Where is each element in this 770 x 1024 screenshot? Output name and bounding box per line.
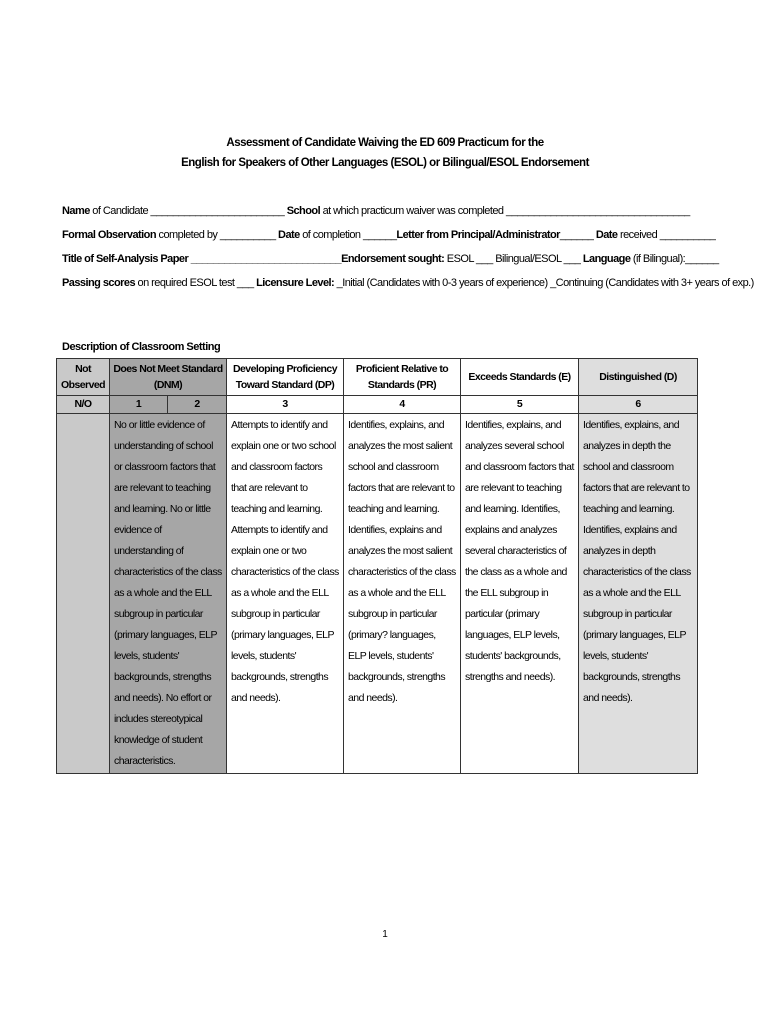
document-title-line2: English for Speakers of Other Languages (ESOL) or Bilingual/ESOL Endorsement — [181, 157, 589, 169]
letter-label: Letter from Principal/Administrator — [396, 229, 560, 241]
name-field: of Candidate ________________________ — [89, 205, 287, 217]
page-number: 1 — [382, 929, 388, 940]
observation-field: completed by __________ — [156, 229, 279, 241]
header-distinguished: Distinguished (D) — [579, 359, 698, 396]
descriptor-exceeds: Identifies, explains, and analyzes several school and classroom factors that are relevant to teaching and learning. Identifies, explains and analyzes several characteristics of the class as a whole and the ELL subgroup in particular (primary languages, ELP levels, students' backgrounds, strengths and needs). — [461, 414, 579, 774]
section-title: Description of Classroom Setting — [62, 341, 221, 353]
name-label: Name — [62, 205, 90, 217]
score-no: N/O — [57, 396, 110, 414]
passing-scores-label: Passing scores — [62, 277, 136, 289]
descriptor-distinguished: Identifies, explains, and analyzes in depth the school and classroom factors that are relevant to teaching and learning. Identifies, explains and analyzes in depth characteristics of the class as a whole and the ELL subgroup in particular (primary languages, ELP levels, students' backgrounds, strengths and needs). — [579, 414, 698, 774]
candidate-info-fields — [62, 203, 754, 299]
header-exceeds: Exceeds Standards (E) — [461, 359, 579, 396]
licensure-field: _Initial (Candidates with 0-3 years of experience) _Continuing (Candidates with 3+ years of exp.) — [334, 277, 754, 289]
language-field: (if Bilingual):______ — [630, 253, 719, 265]
score-1: 1 — [110, 396, 168, 414]
score-6: 6 — [579, 396, 698, 414]
field-row-paper — [62, 251, 719, 275]
paper-title-label: Title of Self-Analysis Paper ___________________________ — [62, 253, 342, 265]
descriptor-dp: Attempts to identify and explain one or two school and classroom factors that are relevant to teaching and learning. Attempts to identify and explain one or two characteristics of the class as a whole and the ELL subgroup in particular (primary languages, ELP levels, students' backgrounds, strengths and needs). — [227, 414, 344, 774]
header-dnm: Does Not Meet Standard (DNM) — [110, 359, 227, 396]
date-label: Date — [278, 229, 300, 241]
header-not-observed: Not Observed — [57, 359, 110, 396]
header-dp: Developing Proficiency Toward Standard (DP) — [227, 359, 344, 396]
rubric-header-row — [57, 359, 698, 396]
score-4: 4 — [344, 396, 461, 414]
language-label: Language — [582, 253, 631, 265]
score-3: 3 — [227, 396, 344, 414]
licensure-label: Licensure Level: — [256, 277, 335, 289]
descriptor-dnm: No or little evidence of understanding of school or classroom factors that are relevant to teaching and learning. No or little evidence of understanding of characteristics of the class as a whole and the ELL subgroup in particular (primary languages, ELP levels, students' backgrounds, strengths and needs). No effort or includes stereotypical knowledge of student characteristics. — [110, 414, 227, 774]
field-row-name-school — [62, 203, 712, 227]
date-completion-field: of completion ______ — [299, 229, 397, 241]
letter-field: ______ — [559, 229, 596, 241]
descriptor-not-observed — [57, 414, 110, 774]
endorsement-field: ESOL ___ Bilingual/ESOL ___ — [444, 253, 583, 265]
school-field: at which practicum waiver was completed _________________________________ — [320, 205, 690, 217]
observation-label: Formal Observation — [62, 229, 157, 241]
rubric-descriptor-row — [57, 414, 698, 774]
descriptor-pr: Identifies, explains, and analyzes the most salient school and classroom factors that are relevant to teaching and learning. Identifies, explains and analyzes the most salient characteristics of the class as a whole and the ELL subgroup in particular (primary? languages, ELP levels, students' backgrounds, strengths and needs). — [344, 414, 461, 774]
field-row-observation — [62, 227, 716, 251]
rubric-score-row — [57, 396, 698, 414]
field-row-scores — [62, 275, 754, 299]
score-2: 2 — [168, 396, 227, 414]
rubric-table — [56, 358, 698, 774]
score-5: 5 — [461, 396, 579, 414]
date-received-field: received __________ — [617, 229, 716, 241]
school-label: School — [286, 205, 321, 217]
date-received-label: Date — [595, 229, 618, 241]
endorsement-label: Endorsement sought: — [341, 253, 445, 265]
passing-scores-field: on required ESOL test ___ — [135, 277, 257, 289]
document-title-line1: Assessment of Candidate Waiving the ED 609 Practicum for the — [226, 137, 544, 149]
header-pr: Proficient Relative to Standards (PR) — [344, 359, 461, 396]
